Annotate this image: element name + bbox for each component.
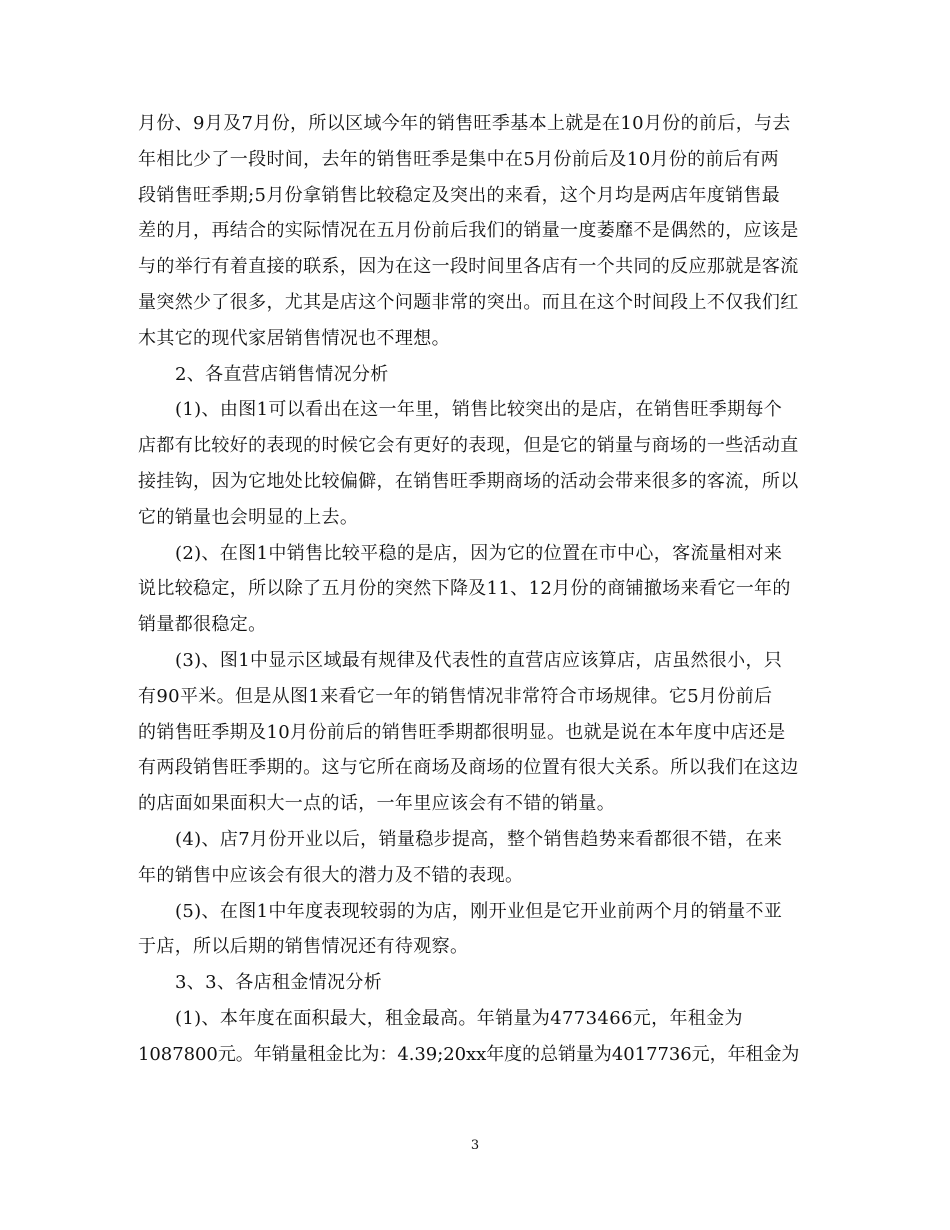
section-heading-rent-analysis: [138, 965, 803, 1001]
text-line: 年相比少了一段时间，去年的销售旺季是集中在5月份前后及10月份的前后有两: [138, 148, 779, 170]
paragraph-item-4: [138, 822, 803, 894]
text-line: (4)、店7月份开业以后，销量稳步提高，整个销售趋势来看都很不错，在来: [175, 828, 783, 850]
page-number: 3: [470, 1138, 480, 1153]
paragraph-item-1: [138, 392, 803, 535]
paragraph-sales-season: [138, 106, 803, 357]
text-line: 说比较稳定，所以除了五月份的突然下降及11、12月份的商铺撤场来看它一年的: [138, 578, 791, 600]
document-body: [138, 106, 803, 1073]
text-line: (5)、在图1中年度表现较弱的为店，刚开业但是它开业前两个月的销量不亚: [175, 900, 783, 922]
text-line: 木其它的现代家居销售情况也不理想。: [138, 327, 450, 349]
paragraph-item-5: [138, 894, 803, 966]
text-line: (1)、本年度在面积最大，租金最高。年销量为4773466元，年租金为: [175, 1007, 743, 1029]
paragraph-item-2: [138, 536, 803, 643]
text-line: 与的举行有着直接的联系，因为在这一段时间里各店有一个共同的反应那就是客流: [138, 256, 799, 278]
text-line: 销量都很稳定。: [138, 614, 267, 636]
text-line: 差的月，再结合的实际情况在五月份前后我们的销量一度萎靡不是偶然的，应该是: [138, 220, 799, 242]
section-heading-store-analysis: [138, 357, 803, 393]
text-line: 有90平米。但是从图1来看它一年的销售情况非常符合市场规律。它5月份前后: [138, 685, 773, 707]
text-line: 它的销量也会明显的上去。: [138, 506, 359, 528]
text-line: 于店，所以后期的销售情况还有待观察。: [138, 936, 469, 958]
text-line: 量突然少了很多，尤其是店这个问题非常的突出。而且在这个时间段上不仅我们红: [138, 291, 799, 313]
text-line: (1)、由图1可以看出在这一年里，销售比较突出的是店，在销售旺季期每个: [175, 399, 783, 421]
paragraph-rent-item-1: [138, 1001, 803, 1073]
text-line: 段销售旺季期;5月份拿销售比较稳定及突出的来看，这个月均是两店年度销售最: [138, 184, 781, 206]
text-line: (2)、在图1中销售比较平稳的是店，因为它的位置在市中心，客流量相对来: [175, 542, 783, 564]
text-line: 月份、9月及7月份，所以区域今年的销售旺季基本上就是在10月份的前后，与去: [138, 113, 791, 134]
text-line: 店都有比较好的表现的时候它会有更好的表现，但是它的销量与商场的一些活动直: [138, 435, 799, 457]
text-line: 1087800元。年销量租金比为：4.39;20xx年度的总销量为4017736元，年租金为: [138, 1043, 800, 1065]
section-heading: 2、各直营店销售情况分析: [175, 363, 389, 385]
section-heading: 3、3、各店租金情况分析: [175, 972, 383, 994]
text-line: 有两段销售旺季期的。这与它所在商场及商场的位置有很大关系。所以我们在这边: [138, 757, 799, 779]
paragraph-item-3: [138, 643, 803, 822]
text-line: 接挂钩，因为它地处比较偏僻，在销售旺季期商场的活动会带来很多的客流，所以: [138, 470, 799, 492]
text-line: 的店面如果面积大一点的话，一年里应该会有不错的销量。: [138, 793, 616, 815]
text-line: 年的销售中应该会有很大的潜力及不错的表现。: [138, 864, 524, 886]
text-line: (3)、图1中显示区域最有规律及代表性的直营店应该算店，店虽然很小，只: [175, 649, 783, 671]
text-line: 的销售旺季期及10月份前后的销售旺季期都很明显。也就是说在本年度中店还是: [138, 721, 786, 743]
